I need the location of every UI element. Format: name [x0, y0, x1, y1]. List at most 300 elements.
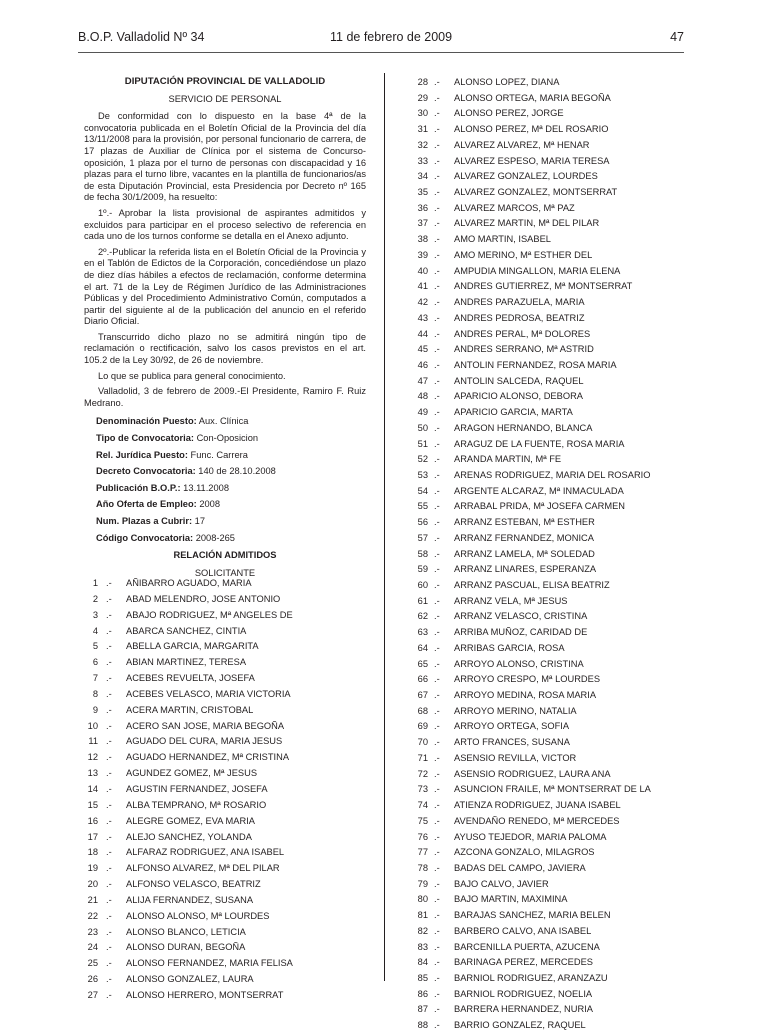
field-label: Denominación Puesto:	[96, 416, 197, 427]
notice-paragraph: Lo que se publica para general conocimiento.	[98, 370, 286, 381]
list-item	[398, 955, 698, 971]
field-value: 140 de 28.10.2008	[195, 466, 276, 477]
item-separator: .-	[434, 218, 440, 229]
list-item	[398, 248, 698, 264]
item-name: ANDRES PERAL, Mª DOLORES	[454, 328, 591, 339]
list-item	[398, 232, 698, 248]
item-separator: .-	[106, 989, 112, 1000]
list-item	[398, 798, 698, 814]
item-separator: .-	[106, 910, 112, 921]
item-separator: .-	[434, 77, 440, 87]
convocatoria-field	[96, 513, 366, 530]
item-number: 30	[417, 108, 428, 119]
column-divider	[384, 73, 385, 981]
item-separator: .-	[434, 815, 440, 826]
item-name: ALIJA FERNANDEZ, SUSANA	[126, 894, 254, 905]
item-name: AGUADO HERNANDEZ, Mª CRISTINA	[126, 752, 290, 763]
item-name: APARICIO ALONSO, DEBORA	[454, 391, 583, 402]
list-item	[398, 437, 698, 453]
item-name: ANTOLIN FERNANDEZ, ROSA MARIA	[454, 359, 617, 370]
list-item	[398, 767, 698, 783]
list-item	[84, 592, 366, 608]
item-name: BARBERO CALVO, ANA ISABEL	[454, 925, 592, 936]
item-separator: .-	[434, 391, 440, 402]
list-item	[398, 782, 698, 798]
item-number: 81	[417, 910, 428, 921]
item-name: ARROYO MEDINA, ROSA MARIA	[454, 690, 597, 701]
item-number: 71	[417, 752, 428, 763]
list-item	[398, 122, 698, 138]
item-name: ALEJO SANCHEZ, YOLANDA	[126, 831, 252, 842]
item-name: ALVAREZ MARCOS, Mª PAZ	[454, 202, 575, 213]
item-number: 51	[417, 438, 428, 449]
item-separator: .-	[434, 674, 440, 685]
item-separator: .-	[434, 202, 440, 213]
item-separator: .-	[434, 800, 440, 811]
list-item	[84, 798, 366, 814]
item-number: 84	[417, 957, 428, 968]
item-separator: .-	[434, 359, 440, 370]
item-separator: .-	[106, 847, 112, 858]
item-name: ARROYO MERINO, NATALIA	[454, 705, 577, 716]
item-separator: .-	[106, 609, 112, 620]
item-number: 18	[87, 847, 98, 858]
item-name: ARROYO ORTEGA, SOFIA	[454, 721, 570, 732]
item-separator: .-	[106, 799, 112, 810]
item-number: 21	[87, 894, 98, 905]
item-separator: .-	[434, 171, 440, 182]
item-number: 83	[417, 941, 428, 952]
item-number: 26	[87, 974, 98, 985]
section-title: RELACIÓN ADMITIDOS	[173, 550, 277, 561]
item-separator: .-	[434, 281, 440, 292]
list-item	[398, 892, 698, 908]
item-separator: .-	[434, 454, 440, 465]
item-number: 80	[417, 894, 428, 905]
item-separator: .-	[434, 690, 440, 701]
list-item	[84, 861, 366, 877]
item-name: ASENSIO REVILLA, VICTOR	[454, 752, 577, 763]
list-item	[398, 845, 698, 861]
list-item	[398, 154, 698, 170]
field-value: 13.11.2008	[180, 482, 229, 493]
item-name: ANDRES SERRANO, Mª ASTRID	[454, 344, 594, 355]
list-item	[398, 358, 698, 374]
item-number: 45	[417, 344, 428, 355]
convocatoria-field	[96, 496, 366, 513]
list-item	[398, 138, 698, 154]
item-number: 49	[417, 407, 428, 418]
item-name: BARINAGA PEREZ, MERCEDES	[454, 957, 593, 968]
item-name: ALFONSO ALVAREZ, Mª DEL PILAR	[126, 863, 280, 874]
list-item	[398, 908, 698, 924]
list-item	[84, 940, 366, 956]
list-item	[398, 814, 698, 830]
item-separator: .-	[434, 422, 440, 433]
item-name: AZCONA GONZALO, MILAGROS	[454, 847, 595, 858]
item-number: 78	[417, 862, 428, 873]
item-number: 7	[92, 673, 98, 684]
item-number: 48	[417, 391, 428, 402]
item-name: BARNIOL RODRIGUEZ, ARANZAZU	[454, 972, 608, 983]
item-number: 55	[417, 501, 428, 512]
item-name: ALONSO LOPEZ, DIANA	[454, 77, 560, 87]
item-number: 36	[417, 202, 428, 213]
list-item	[84, 782, 366, 798]
list-item	[398, 452, 698, 468]
item-name: AÑIBARRO AGUADO, MARIA	[126, 578, 252, 588]
item-separator: .-	[434, 1004, 440, 1015]
item-separator: .-	[434, 407, 440, 418]
item-number: 88	[417, 1020, 428, 1031]
item-number: 16	[87, 815, 98, 826]
item-number: 82	[417, 925, 428, 936]
item-separator: .-	[434, 831, 440, 842]
list-item	[398, 641, 698, 657]
list-item	[398, 311, 698, 327]
item-name: AMPUDIA MINGALLON, MARIA ELENA	[454, 265, 621, 276]
list-item	[398, 940, 698, 956]
item-name: ACERA MARTIN, CRISTOBAL	[126, 704, 254, 715]
item-separator: .-	[434, 972, 440, 983]
item-separator: .-	[106, 641, 112, 652]
convocatoria-field	[96, 430, 366, 447]
list-item	[398, 201, 698, 217]
item-number: 58	[417, 548, 428, 559]
item-name: ARTO FRANCES, SUSANA	[454, 737, 570, 748]
item-name: BARAJAS SANCHEZ, MARIA BELEN	[454, 910, 611, 921]
item-number: 19	[87, 863, 98, 874]
item-name: ALONSO PEREZ, JORGE	[454, 108, 564, 119]
item-separator: .-	[106, 974, 112, 985]
item-name: ARROYO ALONSO, CRISTINA	[454, 658, 584, 669]
item-name: ARRANZ LAMELA, Mª SOLEDAD	[454, 548, 595, 559]
item-number: 43	[417, 312, 428, 323]
list-item	[398, 704, 698, 720]
publication-date: 11 de febrero de 2009	[330, 30, 453, 44]
list-item	[398, 531, 698, 547]
convocatoria-fields	[84, 413, 366, 546]
item-number: 28	[417, 77, 428, 87]
list-item	[398, 1002, 698, 1018]
notice-title: DIPUTACIÓN PROVINCIAL DE VALLADOLID	[124, 76, 326, 87]
convocatoria-field	[96, 480, 366, 497]
list-item	[398, 578, 698, 594]
item-separator: .-	[106, 958, 112, 969]
item-separator: .-	[434, 847, 440, 858]
item-separator: .-	[434, 658, 440, 669]
item-name: ALVAREZ ALVAREZ, Mª HENAR	[454, 139, 590, 150]
item-number: 39	[417, 249, 428, 260]
item-name: ARENAS RODRIGUEZ, MARIA DEL ROSARIO	[454, 469, 651, 480]
list-item	[84, 703, 366, 719]
item-name: ABIAN MARTINEZ, TERESA	[126, 657, 247, 668]
item-name: ABAJO RODRIGUEZ, Mª ANGELES DE	[126, 609, 293, 620]
item-name: BAJO MARTIN, MAXIMINA	[454, 894, 568, 905]
item-name: APARICIO GARCIA, MARTA	[454, 407, 573, 418]
item-name: ARAGON HERNANDO, BLANCA	[454, 422, 593, 433]
item-separator: .-	[434, 375, 440, 386]
list-item	[398, 657, 698, 673]
item-separator: .-	[434, 249, 440, 260]
item-separator: .-	[434, 737, 440, 748]
item-name: ABAD MELENDRO, JOSE ANTONIO	[126, 593, 281, 604]
item-name: ASENSIO RODRIGUEZ, LAURA ANA	[454, 768, 611, 779]
item-name: ALONSO PEREZ, Mª DEL ROSARIO	[454, 124, 609, 135]
item-name: ALVAREZ GONZALEZ, LOURDES	[454, 171, 598, 182]
item-separator: .-	[106, 578, 112, 588]
item-name: ALONSO GONZALEZ, LAURA	[126, 974, 254, 985]
item-name: ARRABAL PRIDA, Mª JOSEFA CARMEN	[454, 501, 625, 512]
list-item	[398, 830, 698, 846]
item-number: 64	[417, 642, 428, 653]
item-separator: .-	[106, 736, 112, 747]
item-separator: .-	[434, 312, 440, 323]
item-name: ARRANZ FERNANDEZ, MONICA	[454, 532, 594, 543]
item-name: AMO MERINO, Mª ESTHER DEL	[454, 249, 593, 260]
list-item	[398, 91, 698, 107]
item-name: ARRIBAS GARCIA, ROSA	[454, 642, 565, 653]
list-item	[84, 734, 366, 750]
item-number: 27	[87, 989, 98, 1000]
item-number: 32	[417, 139, 428, 150]
item-separator: .-	[434, 580, 440, 590]
item-number: 4	[92, 625, 98, 636]
item-number: 3	[92, 609, 98, 620]
item-separator: .-	[434, 532, 440, 543]
item-number: 67	[417, 690, 428, 701]
item-separator: .-	[106, 752, 112, 763]
item-name: ANDRES PEDROSA, BEATRIZ	[454, 312, 585, 323]
item-name: AYUSO TEJEDOR, MARIA PALOMA	[454, 831, 607, 842]
item-number: 22	[87, 910, 98, 921]
item-name: ACEBES REVUELTA, JOSEFA	[126, 673, 255, 684]
item-name: ARAGUZ DE LA FUENTE, ROSA MARIA	[454, 438, 625, 449]
item-number: 77	[417, 847, 428, 858]
list-item	[398, 169, 698, 185]
item-number: 57	[417, 532, 428, 543]
field-value: 17	[192, 516, 206, 526]
item-separator: .-	[434, 1020, 440, 1031]
list-item	[84, 956, 366, 972]
list-item	[398, 264, 698, 280]
item-separator: .-	[434, 627, 440, 638]
list-item	[84, 624, 366, 640]
page-number: 47	[670, 30, 684, 44]
item-number: 24	[87, 942, 98, 953]
item-number: 52	[417, 454, 428, 465]
field-label: Código Convocatoria:	[96, 532, 194, 543]
list-item	[398, 971, 698, 987]
item-separator: .-	[106, 783, 112, 794]
field-label: Tipo de Convocatoria:	[96, 433, 194, 444]
item-number: 87	[417, 1004, 428, 1015]
item-name: ALONSO HERRERO, MONTSERRAT	[126, 989, 284, 1000]
item-separator: .-	[434, 894, 440, 905]
item-separator: .-	[434, 611, 440, 622]
item-separator: .-	[106, 879, 112, 890]
list-item	[398, 75, 698, 91]
item-name: ARRIBA MUÑOZ, CARIDAD DE	[454, 627, 588, 638]
item-number: 54	[417, 485, 428, 496]
item-name: ARRANZ ESTEBAN, Mª ESTHER	[454, 517, 595, 528]
item-number: 14	[87, 783, 98, 794]
item-number: 40	[417, 265, 428, 276]
notice-column	[84, 74, 366, 582]
item-separator: .-	[434, 768, 440, 779]
item-name: ANTOLIN SALCEDA, RAQUEL	[454, 375, 584, 386]
item-number: 70	[417, 737, 428, 748]
item-number: 53	[417, 469, 428, 480]
list-item	[84, 719, 366, 735]
item-separator: .-	[434, 124, 440, 135]
field-label: Decreto Convocatoria:	[96, 466, 196, 477]
notice-paragraph: Transcurrido dicho plazo no se admitirá ningún tipo de reclamación o rectificación, salvo los casos previstos en el art. 105.2 de la Ley 30/92, de 26 de noviembre.	[84, 331, 366, 366]
field-value: Aux. Clínica	[196, 416, 249, 427]
item-name: ANDRES GUTIERREZ, Mª MONTSERRAT	[454, 281, 633, 292]
item-separator: .-	[434, 234, 440, 245]
item-name: ARRANZ PASCUAL, ELISA BEATRIZ	[454, 580, 610, 590]
item-separator: .-	[106, 894, 112, 905]
item-name: ABELLA GARCIA, MARGARITA	[126, 641, 259, 652]
item-name: ACEBES VELASCO, MARIA VICTORIA	[126, 688, 291, 699]
item-name: ALONSO FERNANDEZ, MARIA FELISA	[126, 958, 293, 969]
item-number: 31	[417, 124, 428, 135]
item-number: 72	[417, 768, 428, 779]
item-separator: .-	[434, 438, 440, 449]
item-number: 37	[417, 218, 428, 229]
item-name: ARRANZ LINARES, ESPERANZA	[454, 564, 597, 575]
item-number: 60	[417, 580, 428, 590]
list-item	[84, 925, 366, 941]
item-name: ASUNCION FRAILE, Mª MONTSERRAT DE LA	[454, 784, 651, 795]
convocatoria-field	[96, 413, 366, 430]
field-value: Con-Oposicion	[193, 433, 259, 444]
item-name: ALEGRE GOMEZ, EVA MARIA	[126, 815, 255, 826]
item-separator: .-	[106, 815, 112, 826]
item-number: 75	[417, 815, 428, 826]
convocatoria-field	[96, 447, 366, 464]
list-item	[84, 750, 366, 766]
item-name: BAJO CALVO, JAVIER	[454, 878, 549, 889]
item-name: ALONSO ORTEGA, MARIA BEGOÑA	[454, 92, 611, 103]
item-name: ATIENZA RODRIGUEZ, JUANA ISABEL	[454, 800, 621, 811]
item-name: ACERO SAN JOSE, MARIA BEGOÑA	[126, 720, 285, 731]
field-value: 2008	[196, 499, 220, 510]
item-separator: .-	[106, 688, 112, 699]
item-name: AGUSTIN FERNANDEZ, JOSEFA	[126, 783, 268, 794]
list-item	[84, 608, 366, 624]
item-separator: .-	[434, 108, 440, 119]
item-separator: .-	[106, 942, 112, 953]
item-name: AMO MARTIN, ISABEL	[454, 234, 551, 245]
admitidos-list-right	[398, 75, 698, 1034]
list-item	[398, 374, 698, 390]
item-separator: .-	[434, 564, 440, 575]
item-name: ALVAREZ MARTIN, Mª DEL PILAR	[454, 218, 600, 229]
item-separator: .-	[434, 485, 440, 496]
item-number: 41	[417, 281, 428, 292]
item-separator: .-	[434, 187, 440, 198]
list-item	[84, 972, 366, 988]
list-item	[398, 688, 698, 704]
list-item	[398, 861, 698, 877]
item-separator: .-	[434, 752, 440, 763]
item-separator: .-	[434, 957, 440, 968]
list-item	[398, 562, 698, 578]
item-number: 46	[417, 359, 428, 370]
item-number: 42	[417, 297, 428, 308]
item-name: BADAS DEL CAMPO, JAVIERA	[454, 862, 586, 873]
item-separator: .-	[106, 720, 112, 731]
item-separator: .-	[106, 926, 112, 937]
item-number: 12	[87, 752, 98, 763]
list-item	[398, 719, 698, 735]
list-item	[398, 216, 698, 232]
list-item	[398, 515, 698, 531]
item-number: 76	[417, 831, 428, 842]
list-item	[398, 625, 698, 641]
field-label: Publicación B.O.P.:	[96, 482, 181, 493]
item-number: 85	[417, 972, 428, 983]
item-number: 25	[87, 958, 98, 969]
item-number: 13	[87, 768, 98, 779]
list-item	[398, 106, 698, 122]
item-name: ABARCA SANCHEZ, CINTIA	[126, 625, 247, 636]
list-item	[398, 547, 698, 563]
list-item	[84, 845, 366, 861]
item-separator: .-	[106, 768, 112, 779]
list-item	[398, 185, 698, 201]
notice-subtitle: SERVICIO DE PERSONAL	[168, 93, 282, 104]
list-item	[398, 594, 698, 610]
item-name: BARCENILLA PUERTA, AZUCENA	[454, 941, 600, 952]
field-value: Func. Carrera	[187, 449, 248, 460]
notice-paragraph: 2º.-Publicar la referida lista en el Boletín Oficial de la Provincia y en el Tablón de Edictos de la Corporación, concediéndose un plazo de diez días hábiles a efectos de reclamación, conforme determina el art. 71 de la Ley de Régimen Jurídico de las Administraciones Públicas y del Procedimiento Administrativo Común, computados a partir del siguiente al de la publicación del anuncio en el referido Diario Oficial.	[84, 246, 366, 327]
item-separator: .-	[434, 925, 440, 936]
item-separator: .-	[434, 265, 440, 276]
item-number: 29	[417, 92, 428, 103]
list-item	[398, 484, 698, 500]
item-number: 35	[417, 187, 428, 198]
list-item	[398, 672, 698, 688]
convocatoria-field	[96, 463, 366, 480]
item-number: 2	[92, 593, 98, 604]
item-separator: .-	[434, 988, 440, 999]
item-separator: .-	[434, 469, 440, 480]
field-value: 2008-265	[193, 532, 235, 543]
section-subtitle: SOLICITANTE	[194, 568, 256, 579]
item-separator: .-	[434, 517, 440, 528]
item-separator: .-	[434, 501, 440, 512]
list-item	[84, 814, 366, 830]
item-name: AVENDAÑO RENEDO, Mª MERCEDES	[454, 815, 620, 826]
list-item	[84, 830, 366, 846]
list-item	[84, 639, 366, 655]
item-number: 33	[417, 155, 428, 166]
item-number: 63	[417, 627, 428, 638]
item-number: 9	[92, 704, 98, 715]
item-separator: .-	[434, 642, 440, 653]
item-number: 74	[417, 800, 428, 811]
list-item	[398, 279, 698, 295]
item-number: 59	[417, 564, 428, 575]
list-item	[398, 468, 698, 484]
item-separator: .-	[434, 344, 440, 355]
item-number: 62	[417, 611, 428, 622]
item-separator: .-	[434, 595, 440, 606]
list-item	[398, 389, 698, 405]
